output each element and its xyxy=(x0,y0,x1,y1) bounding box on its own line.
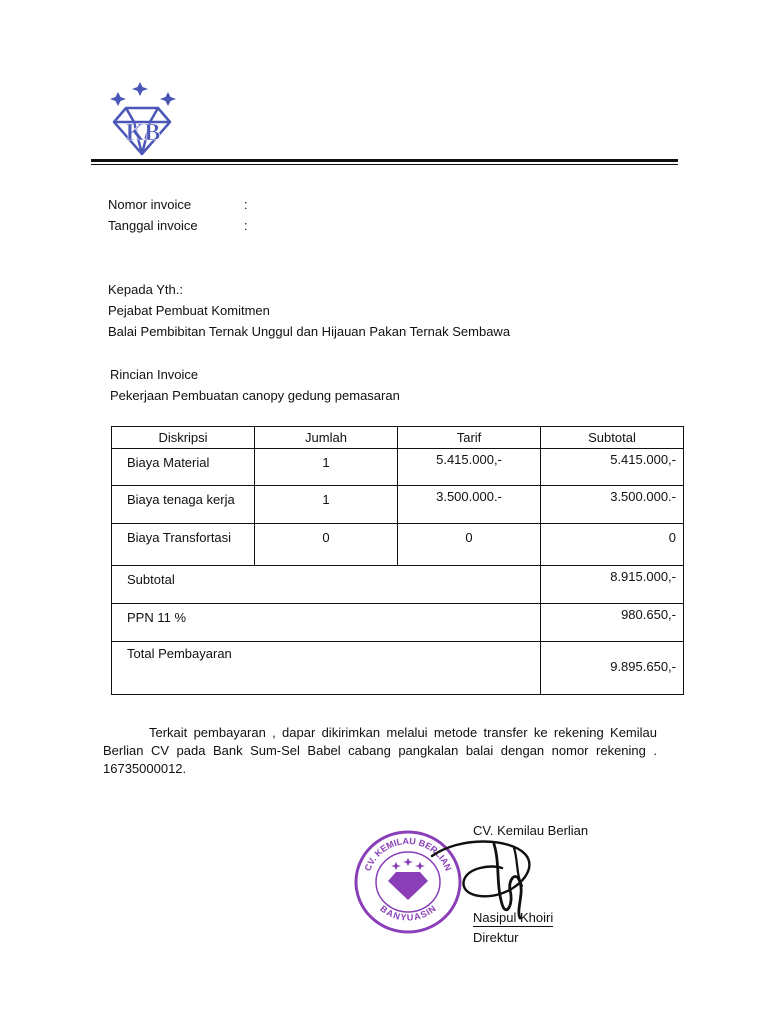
table-row xyxy=(112,486,684,524)
signatory-name: Nasipul Khoiri xyxy=(473,910,554,925)
row-subtotal: 3.500.000.- xyxy=(541,486,684,524)
table-header-row xyxy=(112,427,684,449)
table-row xyxy=(112,524,684,566)
logo-monogram: KB xyxy=(125,120,161,146)
subtotal-value: 8.915.000,- xyxy=(541,566,684,604)
company-logo xyxy=(108,80,180,156)
sparkle-center-icon xyxy=(132,82,148,96)
header-rate: Tarif xyxy=(398,427,541,449)
subtotal-label: Subtotal xyxy=(112,566,541,604)
row-description: Biaya tenaga kerja xyxy=(112,486,255,524)
invoice-number-colon: : xyxy=(244,197,248,212)
sparkle-left-icon xyxy=(110,92,126,106)
row-rate: 3.500.000.- xyxy=(398,486,541,524)
header-description: Diskripsi xyxy=(112,427,255,449)
invoice-date-colon: : xyxy=(244,218,248,233)
details-job: Pekerjaan Pembuatan canopy gedung pemasaran xyxy=(110,388,400,403)
signatory-title: Direktur xyxy=(473,930,519,945)
recipient-line-1: Pejabat Pembuat Komitmen xyxy=(108,303,270,318)
row-quantity: 0 xyxy=(255,524,398,566)
stamp-text-bottom: BANYUASIN xyxy=(378,903,438,923)
invoice-number-label: Nomor invoice xyxy=(108,197,192,212)
table-row xyxy=(112,449,684,486)
stamp-diamond-icon xyxy=(388,872,428,900)
tax-label: PPN 11 % xyxy=(112,604,541,642)
total-value: 9.895.650,- xyxy=(541,642,684,695)
row-rate: 5.415.000,- xyxy=(398,449,541,486)
row-description: Biaya Transfortasi xyxy=(112,524,255,566)
row-quantity: 1 xyxy=(255,449,398,486)
total-label: Total Pembayaran xyxy=(112,642,541,695)
row-subtotal: 5.415.000,- xyxy=(541,449,684,486)
header-quantity: Jumlah xyxy=(255,427,398,449)
row-rate: 0 xyxy=(398,524,541,566)
row-subtotal: 0 xyxy=(541,524,684,566)
row-description: Biaya Material xyxy=(112,449,255,486)
header-rule-thin xyxy=(91,164,678,165)
tax-value: 980.650,- xyxy=(541,604,684,642)
details-title: Rincian Invoice xyxy=(110,367,199,382)
invoice-date-label: Tanggal invoice xyxy=(108,218,198,233)
stamp-text-top: CV. KEMILAU BERLIAN xyxy=(362,835,454,873)
header-subtotal: Subtotal xyxy=(541,427,684,449)
payment-note-text: Terkait pembayaran , dapar dikirimkan melalui metode transfer ke rekening Kemilau Berlian CV pada Bank Sum-Sel Babel cabang pangkalan balai dengan nomor rekening . 16735000012. xyxy=(103,725,657,776)
recipient-salutation: Kepada Yth.: xyxy=(108,282,183,297)
tax-row xyxy=(112,604,684,642)
recipient-line-2: Balai Pembibitan Ternak Unggul dan Hijauan Pakan Ternak Sembawa xyxy=(108,324,511,339)
subtotal-row xyxy=(112,566,684,604)
total-row xyxy=(112,642,684,695)
sparkle-right-icon xyxy=(160,92,176,106)
invoice-table xyxy=(111,426,684,695)
row-quantity: 1 xyxy=(255,486,398,524)
signature-company: CV. Kemilau Berlian xyxy=(473,823,589,838)
payment-note xyxy=(103,724,657,778)
header-rule xyxy=(91,159,678,162)
